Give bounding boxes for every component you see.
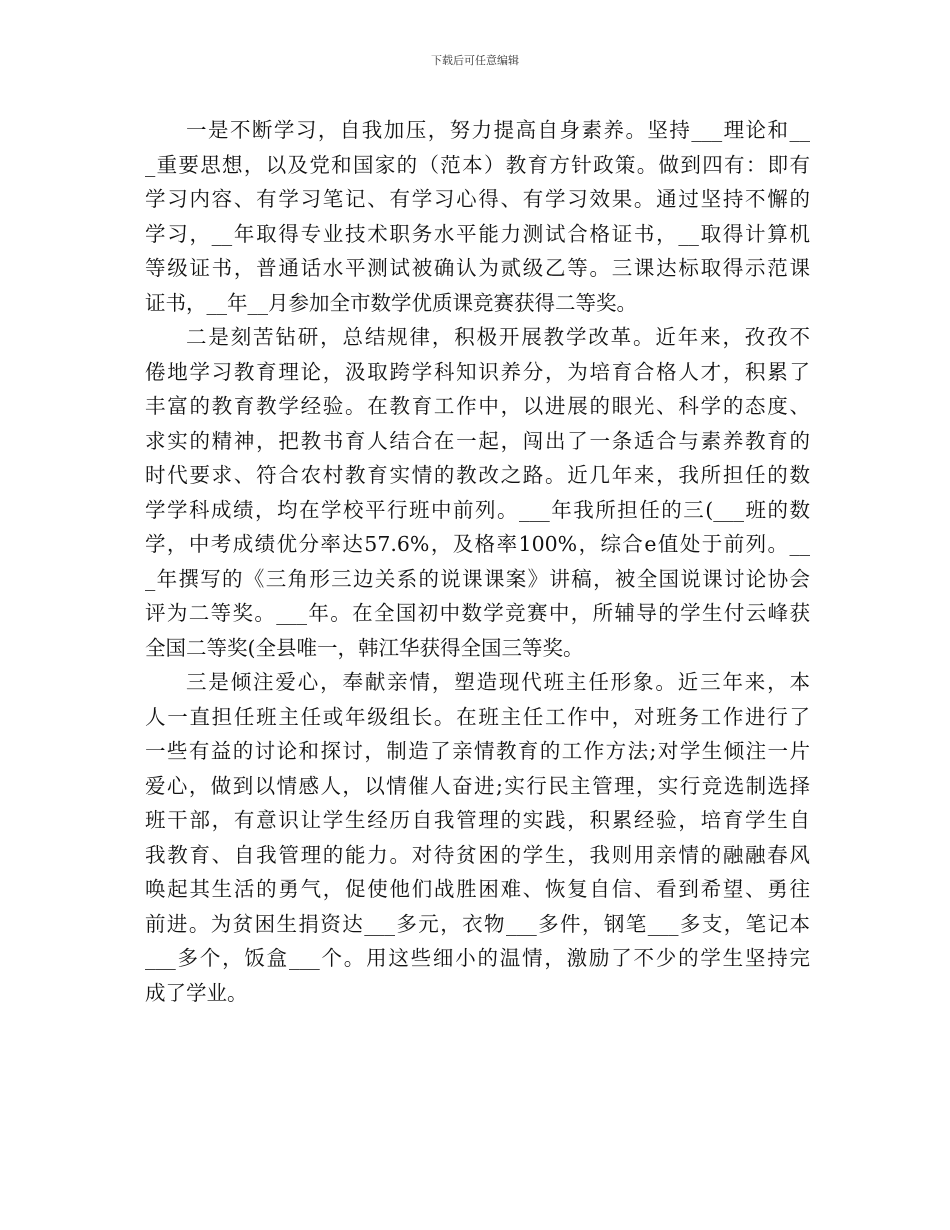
text-line: 全国二等奖(全县唯一，韩江华获得全国三等奖。 [145, 635, 584, 660]
text-line: 一些有益的讨论和探讨，制造了亲情教育的工作方法;对学生倾注一片 [145, 739, 810, 763]
text-line: 一是不断学习，自我加压，努力提高自身素养。坚持___理论和__ [186, 118, 810, 142]
text-line: 评为二等奖。___年。在全国初中数学竞赛中，所辅导的学生付云峰获 [145, 601, 810, 625]
text-line: _重要思想，以及党和国家的（范本）教育方针政策。做到四有：即有 [145, 152, 810, 177]
text-line: 丰富的教育教学经验。在教育工作中，以进展的眼光、科学的态度、 [145, 394, 810, 418]
text-line: 等级证书，普通话水平测试被确认为贰级乙等。三课达标取得示范课 [145, 256, 810, 280]
text-line: 前进。为贫困生捐资达___多元，衣物___多件，钢笔___多支，笔记本 [145, 911, 810, 936]
paragraph-1 [145, 113, 810, 320]
text-line: 唤起其生活的勇气，促使他们战胜困难、恢复自信、看到希望、勇往 [145, 877, 810, 901]
text-line: 学，中考成绩优分率达57.6%，及格率100%，综合e值处于前列。__ [145, 532, 810, 556]
text-line: 二是刻苦钻研，总结规律，积极开展教学改革。近年来，孜孜不 [186, 325, 810, 349]
paragraph-3 [145, 665, 810, 1010]
text-line: 班干部，有意识让学生经历自我管理的实践，积累经验，培育学生自 [145, 808, 810, 832]
text-line: 学学科成绩，均在学校平行班中前列。___年我所担任的三(___班的数 [145, 497, 810, 522]
text-line: 爱心，做到以情感人，以情催人奋进;实行民主管理，实行竞选制选择 [145, 773, 810, 798]
text-line: 人一直担任班主任或年级组长。在班主任工作中，对班务工作进行了 [145, 704, 810, 729]
text-line: _年撰写的《三角形三边关系的说课课案》讲稿，被全国说课讨论协会 [145, 566, 810, 591]
text-line: 时代要求、符合农村教育实情的教改之路。近几年来，我所担任的数 [145, 463, 810, 487]
text-line: 证书，__年__月参加全市数学优质课竞赛获得二等奖。 [145, 290, 637, 315]
text-line: ___多个，饭盒___个。用这些细小的温情，激励了不少的学生坚持完 [145, 946, 810, 970]
text-line: 学习，__年取得专业技术职务水平能力测试合格证书，__取得计算机 [145, 221, 810, 246]
page-header: 下载后可任意编辑 [431, 54, 519, 67]
document-body [145, 113, 810, 1010]
text-line: 成了学业。 [145, 980, 248, 1005]
text-line: 我教育、自我管理的能力。对待贫困的学生，我则用亲情的融融春风 [145, 842, 810, 867]
text-line: 倦地学习教育理论，汲取跨学科知识养分，为培育合格人才，积累了 [145, 359, 810, 384]
text-line: 三是倾注爱心，奉献亲情，塑造现代班主任形象。近三年来，本 [186, 670, 810, 694]
text-line: 学习内容、有学习笔记、有学习心得、有学习效果。通过坚持不懈的 [145, 187, 810, 211]
text-line: 求实的精神，把教书育人结合在一起，闯出了一条适合与素养教育的 [145, 428, 810, 453]
paragraph-2 [145, 320, 810, 665]
